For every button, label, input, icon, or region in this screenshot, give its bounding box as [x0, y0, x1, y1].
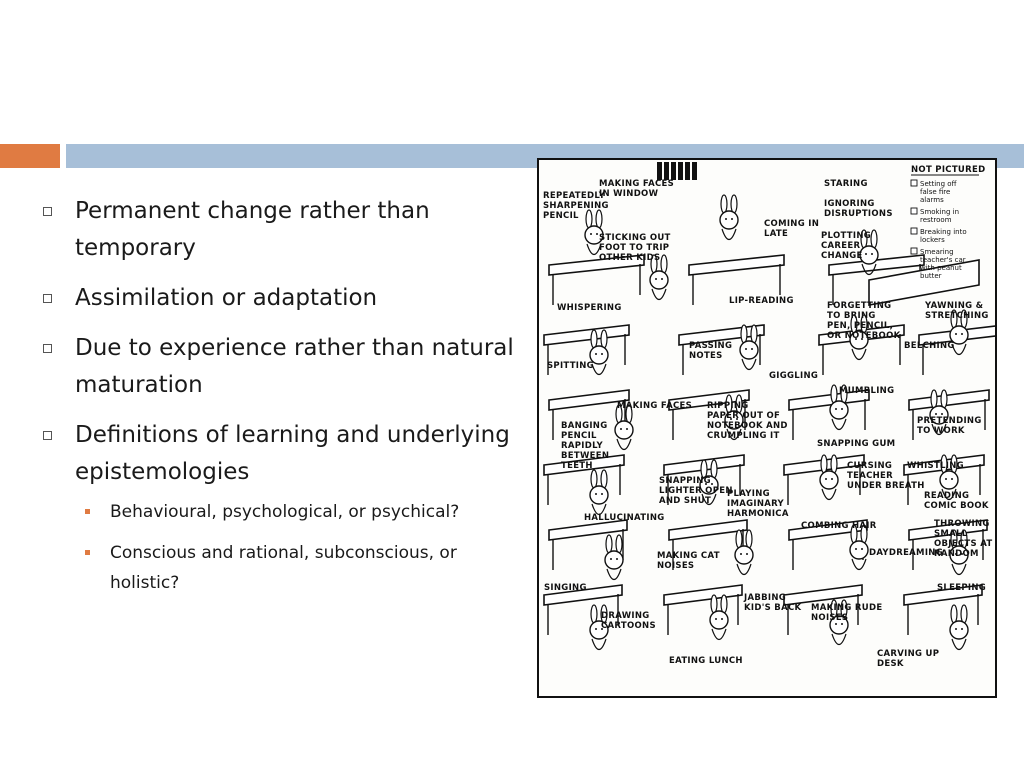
- accent-bar: [0, 144, 60, 168]
- sub-bullet-text: Conscious and rational, subconscious, or holistic?: [110, 543, 457, 593]
- student-figure: [710, 595, 728, 640]
- cartoon-label: MAKING FACES IN WINDOW: [599, 179, 675, 199]
- cartoon-label: WHISTLING: [907, 461, 964, 471]
- bullet-text: Permanent change rather than temporary: [75, 198, 430, 261]
- cartoon-label: MAKING RUDE NOISES: [811, 603, 883, 623]
- bullet-item: [40, 193, 530, 267]
- cartoon-drawing: [539, 160, 995, 696]
- student-figure: [950, 605, 968, 650]
- cartoon-label: PLAYING IMAGINARY HARMONICA: [727, 489, 789, 519]
- cartoon-label: JABBING KID'S BACK: [744, 593, 802, 613]
- not-pictured-item: Smearing teacher's car with peanut butter: [920, 248, 966, 280]
- student-figure: [735, 530, 753, 575]
- bullet-text: Assimilation or adaptation: [75, 285, 378, 311]
- cartoon-label: REPEATEDLY SHARPENING PENCIL: [543, 191, 609, 221]
- cartoon-label: COMING IN LATE: [764, 219, 820, 239]
- cartoon-label: GIGGLING: [769, 371, 819, 381]
- bullet-item: [40, 417, 530, 598]
- cartoon-label: DAYDREAMING: [869, 548, 943, 558]
- cartoon-label: DRAWING CARTOONS: [601, 611, 656, 631]
- not-pictured-item: Setting off false fire alarms: [920, 180, 957, 204]
- sub-bullet-list: [75, 497, 530, 598]
- cartoon-label: SNAPPING GUM: [817, 439, 896, 449]
- cartoon-label: SNAPPING LIGHTER OPEN AND SHUT: [659, 476, 733, 506]
- classroom-cartoon: [537, 158, 997, 698]
- cartoon-label: STARING: [824, 179, 868, 189]
- cartoon-label: EATING LUNCH: [669, 656, 743, 666]
- desk: [789, 390, 869, 440]
- cartoon-label: MAKING FACES: [617, 401, 693, 411]
- cartoon-label: BELCHING: [904, 341, 955, 351]
- student-figure: [590, 470, 608, 515]
- student-figure: [720, 195, 738, 240]
- not-pictured-title: NOT PICTURED: [911, 165, 986, 175]
- student-figure: [615, 405, 633, 450]
- cartoon-label: READING COMIC BOOK: [924, 491, 989, 511]
- classroom-window: [657, 162, 697, 180]
- bullet-box-icon: [43, 344, 52, 353]
- cartoon-label: HALLUCINATING: [584, 513, 665, 523]
- bullet-item: [40, 330, 530, 404]
- cartoon-label: PRETENDING TO WORK: [917, 416, 982, 436]
- cartoon-label: RIPPING PAPER OUT OF NOTEBOOK AND CRUMPLING IT: [707, 401, 788, 441]
- not-pictured-item: Smoking in restroom: [920, 208, 960, 224]
- cartoon-label: MUMBLING: [839, 386, 895, 396]
- bullet-list: [40, 193, 530, 611]
- cartoon-label: WHISPERING: [557, 303, 622, 313]
- desk: [664, 585, 742, 635]
- cartoon-label: CARVING UP DESK: [877, 649, 940, 669]
- cartoon-label: LIP-READING: [729, 296, 794, 306]
- bullet-box-icon: [43, 207, 52, 216]
- cartoon-label: THROWING SMALL OBJECTS AT RANDOM: [934, 519, 993, 559]
- sub-bullet-item: [75, 497, 530, 527]
- cartoon-label: SPITTING: [547, 361, 594, 371]
- cartoon-label: CURSING TEACHER UNDER BREATH: [847, 461, 925, 491]
- cartoon-label: BANGING PENCIL RAPIDLY BETWEEN TEETH: [561, 421, 610, 471]
- cartoon-label: PLOTTING CAREER CHANGE: [821, 231, 872, 261]
- cartoon-label: YAWNING & STRETCHING: [925, 301, 989, 321]
- cartoon-label: FORGETTING TO BRING PEN, PENCIL, OR NOTEBOOK: [827, 301, 901, 341]
- cartoon-label: STICKING OUT FOOT TO TRIP OTHER KIDS: [599, 233, 671, 263]
- bullet-item: [40, 280, 530, 317]
- sub-bullet-text: Behavioural, psychological, or psychical?: [110, 502, 460, 522]
- bullet-text: Definitions of learning and underlying epistemologies: [75, 422, 510, 485]
- sub-bullet-item: [75, 538, 530, 598]
- student-figure: [605, 535, 623, 580]
- cartoon-label: SINGING: [544, 583, 587, 593]
- cartoon-label: IGNORING DISRUPTIONS: [824, 199, 893, 219]
- sub-bullet-square-icon: [85, 509, 90, 514]
- cartoon-label: COMBING HAIR: [801, 521, 877, 531]
- cartoon-label: PASSING NOTES: [689, 341, 733, 361]
- bullet-box-icon: [43, 294, 52, 303]
- cartoon-label: SLEEPING: [937, 583, 987, 593]
- bullet-box-icon: [43, 431, 52, 440]
- sub-bullet-square-icon: [85, 550, 90, 555]
- cartoon-label: MAKING CAT NOISES: [657, 551, 720, 571]
- not-pictured-item: Breaking into lockers: [920, 228, 967, 244]
- bullet-text: Due to experience rather than natural maturation: [75, 335, 514, 398]
